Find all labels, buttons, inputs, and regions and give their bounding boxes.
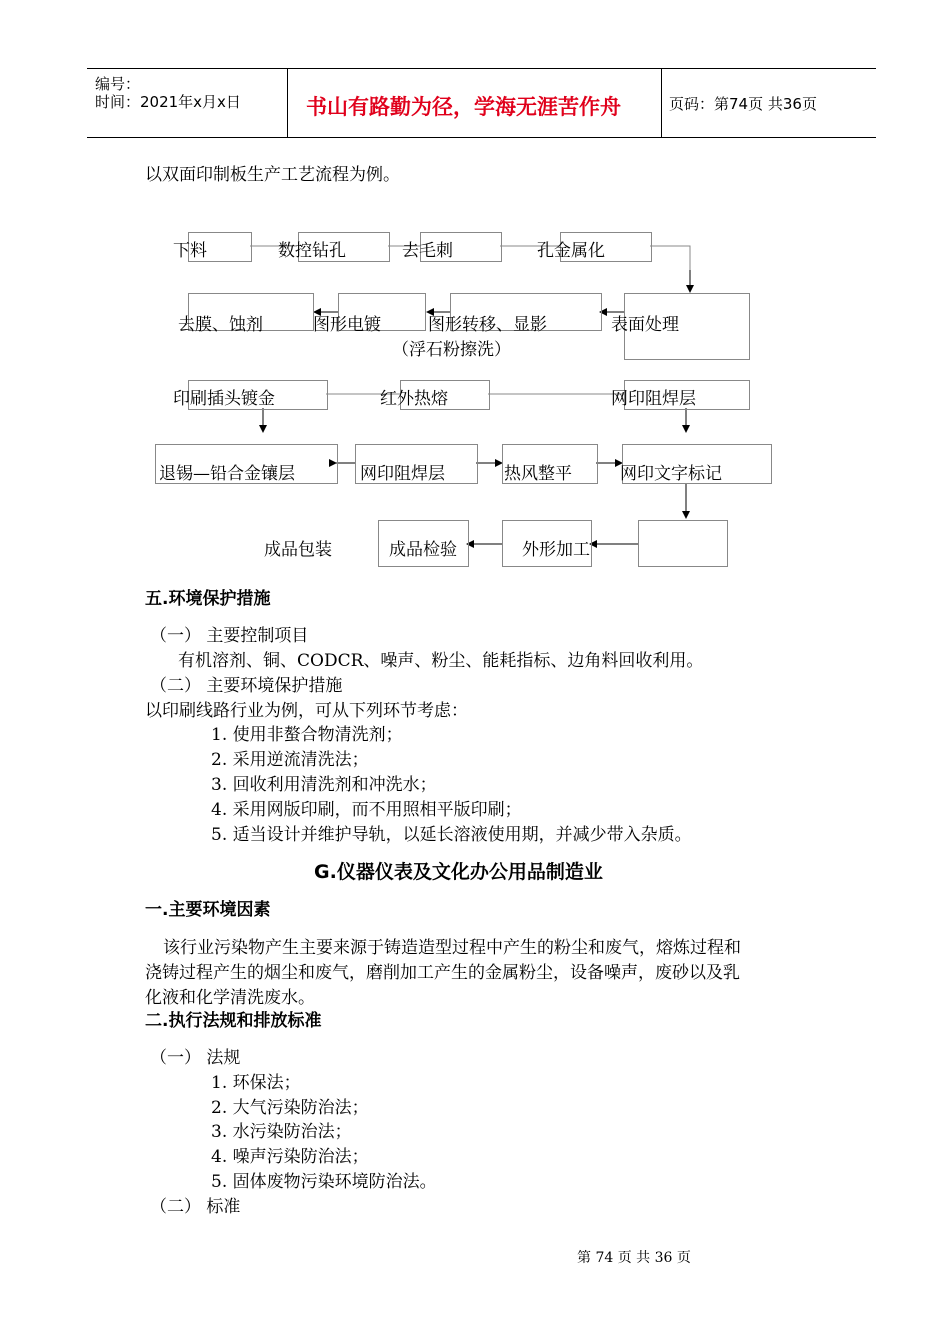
section5-sub2-intro: 以印刷线路行业为例，可从下列环节考虑： [145, 701, 468, 721]
flow-step-ir-reflow: 红外热熔 [380, 389, 448, 409]
standards-title: （二） 标准 [150, 1197, 241, 1217]
flow-step-solder-mask-b: 网印阻焊层 [360, 464, 445, 484]
measure-item: 1. 使用非螯合物清洗剂； [211, 725, 403, 745]
section5-sub1-title: （一） 主要控制项目 [150, 626, 309, 646]
flow-step-inspection: 成品检验 [389, 540, 457, 560]
law-item: 5. 固体废物污染环境防治法。 [211, 1172, 437, 1192]
flow-step-tin-lead-strip: 退锡—铅合金镶层 [159, 464, 295, 484]
section5-title: 五.环境保护措施 [145, 589, 271, 609]
flow-step-hole-metallize: 孔金属化 [537, 241, 605, 261]
flow-step-pattern-transfer: 图形转移、显影 [428, 315, 547, 335]
time-label: 时间：2021年x月x日 [95, 93, 241, 111]
sectionG-s1-title: 一.主要环境因素 [145, 900, 271, 920]
law-item: 3. 水污染防治法； [211, 1122, 352, 1142]
sectionG-s2-title: 二.执行法规和排放标准 [145, 1011, 322, 1031]
flow-step-strip-etch: 去膜、蚀剂 [178, 315, 263, 335]
measure-item: 2. 采用逆流清洗法； [211, 750, 369, 770]
measure-item: 3. 回收利用清洗剂和冲洗水； [211, 775, 437, 795]
measure-item: 5. 适当设计并维护导轨，以延长溶液使用期，并减少带入杂质。 [211, 825, 692, 845]
flow-step-cnc-drill: 数控钻孔 [278, 241, 346, 261]
flow-step-plug-gold: 印刷插头镀金 [173, 389, 275, 409]
number-label: 编号： [95, 75, 141, 93]
intro-text: 以双面印制板生产工艺流程为例。 [145, 165, 400, 185]
sectionG-s1-line: 化液和化学清洗废水。 [145, 988, 315, 1008]
sectionG-s1-line: 该行业污染物产生主要来源于铸造造型过程中产生的粉尘和废气，熔炼过程和 [163, 938, 741, 958]
sectionG-s1-line: 浇铸过程产生的烟尘和废气，磨削加工产生的金属粉尘，设备噪声，废砂以及乳 [145, 963, 740, 983]
flow-step-surface-treatment: 表面处理 [611, 315, 679, 335]
measure-item: 4. 采用网版印刷，而不用照相平版印刷； [211, 800, 522, 820]
sectionG-title: G.仪器仪表及文化办公用品制造业 [314, 861, 603, 883]
laws-title: （一） 法规 [150, 1048, 241, 1068]
flow-step-deburr: 去毛刺 [402, 241, 453, 261]
law-item: 4. 噪声污染防治法； [211, 1147, 369, 1167]
law-item: 1. 环保法； [211, 1073, 301, 1093]
flow-step-pattern-plating: 图形电镀 [313, 315, 381, 335]
flow-note-pumice: （浮石粉擦洗） [392, 340, 511, 360]
flow-box [638, 520, 728, 567]
section5-sub2-title: （二） 主要环境保护措施 [150, 676, 343, 696]
section5-sub1-text: 有机溶剂、铜、CODCR、噪声、粉尘、能耗指标、边角料回收利用。 [178, 651, 704, 671]
flow-step-legend-print: 网印文字标记 [620, 464, 722, 484]
page-label: 页码：第74页 共36页 [669, 95, 817, 113]
law-item: 2. 大气污染防治法； [211, 1098, 369, 1118]
flow-step-feed: 下料 [173, 241, 207, 261]
motto: 书山有路勤为径，学海无涯苦作舟 [306, 95, 621, 119]
page-footer: 第 74 页 共 36 页 [577, 1250, 691, 1266]
flow-step-solder-mask-a: 网印阻焊层 [611, 389, 696, 409]
flow-step-packaging: 成品包装 [264, 540, 332, 560]
flow-step-shaping: 外形加工 [522, 540, 590, 560]
flow-step-hot-air-level: 热风整平 [504, 464, 572, 484]
